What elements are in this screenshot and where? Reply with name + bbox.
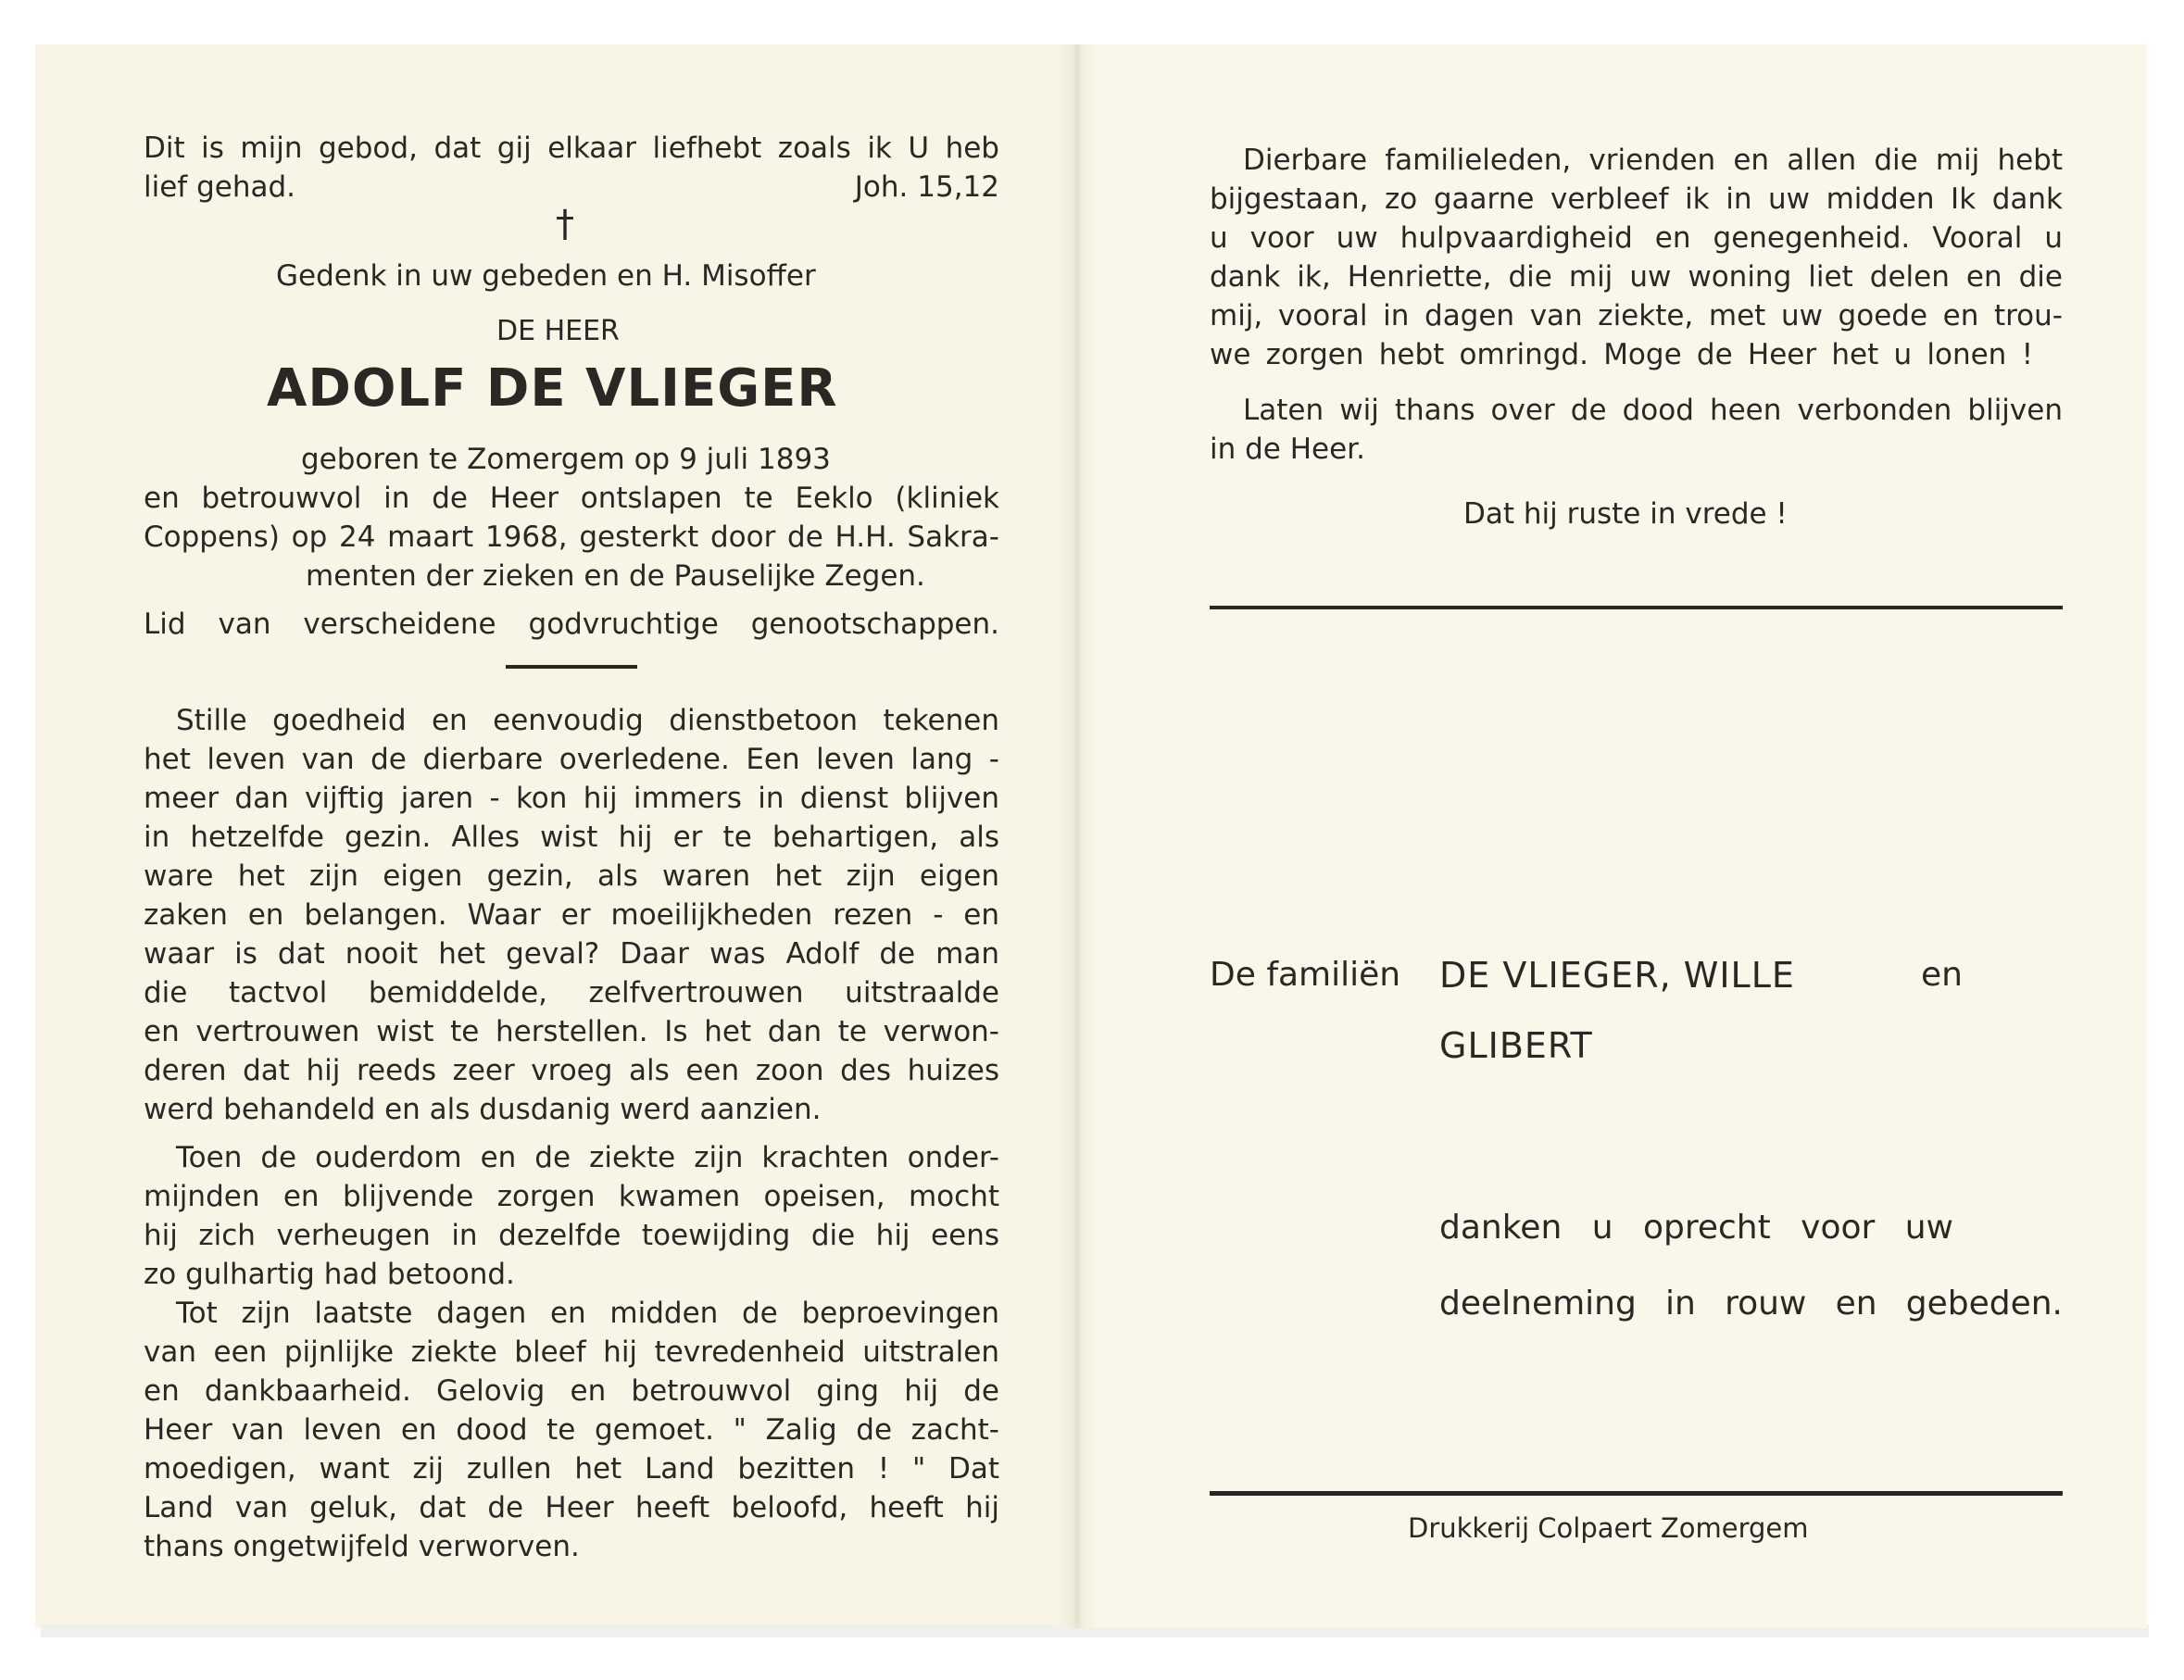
- deceased-name: ADOLF DE VLIEGER: [267, 358, 838, 419]
- paragraph-line: Laten wij thans over de dood heen verbonden blijven: [1243, 394, 2063, 427]
- bio-line-2: en betrouwvol in de Heer ontslapen te Eeklo (kliniek: [144, 482, 999, 515]
- paragraph-line: zo gulhartig had betoond.: [144, 1258, 515, 1291]
- rest-in-peace: Dat hij ruste in vrede !: [1463, 497, 1788, 531]
- paragraph-line: het leven van de dierbare overledene. Een leven lang -: [144, 743, 999, 776]
- thanks-line-1: danken u oprecht voor uw: [1439, 1209, 1953, 1247]
- bio-line-1: geboren te Zomergem op 9 juli 1893: [301, 443, 831, 476]
- paragraph-line: waar is dat nooit het geval? Daar was Adolf de man: [144, 937, 999, 971]
- bible-reference: Joh. 15,12: [854, 170, 999, 204]
- paragraph-line: en dankbaarheid. Gelovig en betrouwvol ging hij de: [144, 1374, 999, 1408]
- thanks-line-2: deelneming in rouw en gebeden.: [1439, 1285, 2063, 1323]
- bio-line-4: menten der zieken en de Pauselijke Zegen.: [306, 559, 925, 593]
- paragraph-line: u voor uw hulpvaardigheid en genegenheid. Vooral u: [1210, 221, 2063, 255]
- long-divider-top: [1210, 606, 2063, 609]
- paragraph-line: werd behandeld en als dusdanig werd aanzien.: [144, 1093, 822, 1126]
- bio-line-3: Coppens) op 24 maart 1968, gesterkt door de H.H. Sakra-: [144, 520, 999, 554]
- paragraph-line: mijnden en blijvende zorgen kwamen opeisen, mocht: [144, 1180, 999, 1213]
- families-prefix: De familiën: [1210, 956, 1401, 994]
- title-de-heer: DE HEER: [496, 315, 620, 347]
- paragraph-line: Land van geluk, dat de Heer heeft beloofd, heeft hij: [144, 1491, 999, 1524]
- printer-credit: Drukkerij Colpaert Zomergem: [1408, 1512, 1809, 1544]
- paragraph-line: hij zich verheugen in dezelfde toewijding die hij eens: [144, 1219, 999, 1252]
- paragraph-line: Heer van leven en dood te gemoet. " Zalig de zacht-: [144, 1413, 999, 1447]
- bible-quote-line1: Dit is mijn gebod, dat gij elkaar liefhebt zoals ik U heb: [144, 132, 999, 165]
- paragraph-line: Tot zijn laatste dagen en midden de beproevingen: [176, 1297, 999, 1330]
- paragraph-line: en vertrouwen wist te herstellen. Is het dan te verwon-: [144, 1015, 999, 1048]
- paragraph-line: in de Heer.: [1210, 433, 1365, 466]
- paragraph-line: bijgestaan, zo gaarne verbleef ik in uw midden Ik dank: [1210, 182, 2063, 216]
- card-fold: [1055, 44, 1096, 1628]
- paragraph-line: Dierbare familieleden, vrienden en allen die mij hebt: [1243, 144, 2063, 177]
- paragraph-line: mij, vooral in dagen van ziekte, met uw goede en trou-: [1210, 299, 2063, 332]
- paragraph-line: die tactvol bemiddelde, zelfvertrouwen uitstraalde: [144, 976, 999, 1009]
- paragraph-line: in hetzelfde gezin. Alles wist hij er te behartigen, als: [144, 821, 999, 854]
- paragraph-line: moedigen, want zij zullen het Land bezitten ! " Dat: [144, 1452, 999, 1486]
- paragraph-line: zaken en belangen. Waar er moeilijkheden rezen - en: [144, 898, 999, 932]
- paragraph-line: we zorgen hebt omringd. Moge de Heer het u lonen !: [1210, 338, 2033, 371]
- paragraph-line: Stille goedheid en eenvoudig dienstbetoon tekenen: [176, 704, 999, 737]
- paragraph-line: Toen de ouderdom en de ziekte zijn krachten onder-: [176, 1141, 999, 1174]
- cross-icon: †: [556, 203, 574, 245]
- family-names: DE VLIEGER, WILLE: [1439, 955, 1795, 996]
- families-and: en: [1921, 956, 1963, 994]
- society-membership: Lid van verscheidene godvruchtige genootschappen.: [144, 608, 999, 641]
- paragraph-line: ware het zijn eigen gezin, als waren het zijn eigen: [144, 859, 999, 893]
- paragraph-line: meer dan vijftig jaren - kon hij immers in dienst blijven: [144, 782, 999, 815]
- bible-quote-line2: lief gehad.: [144, 170, 295, 204]
- paragraph-line: dank ik, Henriette, die mij uw woning liet delen en die: [1210, 260, 2063, 294]
- paragraph-line: thans ongetwijfeld verworven.: [144, 1530, 580, 1563]
- long-divider-bottom: [1210, 1491, 2063, 1496]
- short-divider: [506, 665, 637, 669]
- paragraph-line: deren dat hij reeds zeer vroeg als een zoon des huizes: [144, 1054, 999, 1087]
- family-name-glibert: GLIBERT: [1439, 1025, 1593, 1066]
- paragraph-line: van een pijnlijke ziekte bleef hij tevredenheid uitstralen: [144, 1335, 999, 1369]
- remembrance-line: Gedenk in uw gebeden en H. Misoffer: [276, 259, 816, 293]
